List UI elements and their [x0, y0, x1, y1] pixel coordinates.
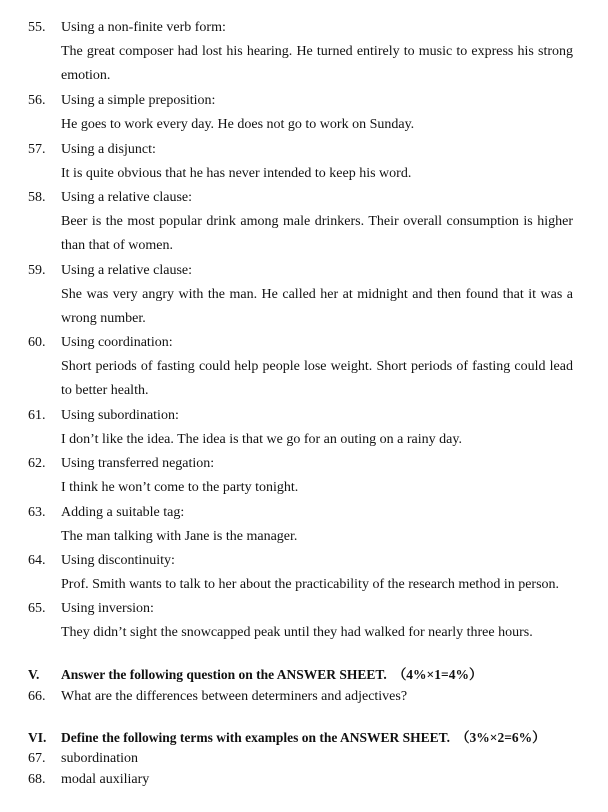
question-text: modal auxiliary [61, 772, 150, 787]
question-text: What are the differences between determiners and adjectives? [61, 689, 408, 704]
item-number: 60. [28, 335, 46, 350]
item-instruction: Using transferred negation: [61, 456, 215, 471]
section-instruction: Define the following terms with examples on the ANSWER SHEET. [61, 730, 451, 745]
section-marks: （4%×1=4%） [392, 667, 483, 682]
item-sentence: It is quite obvious that he has never intended to keep his word. [61, 166, 412, 181]
item-sentence: He goes to work every day. He does not go to work on Sunday. [61, 117, 415, 132]
item-instruction: Using coordination: [61, 335, 173, 350]
question-68 [28, 769, 149, 791]
item-number: 62. [28, 456, 46, 471]
item-sentence: She was very angry with the man. He called her at midnight and then found that it was a wrong number. [61, 287, 573, 326]
question-67 [28, 748, 138, 770]
section-marks: （3%×2=6%） [456, 730, 546, 745]
question-number: 68. [28, 772, 46, 787]
question-number: 67. [28, 751, 46, 766]
item-sentence: They didn’t sight the snowcapped peak until they had walked for nearly three hours. [61, 625, 533, 640]
item-number: 58. [28, 190, 46, 205]
item-number: 55. [28, 20, 46, 35]
item-sentence: Prof. Smith wants to talk to her about the practicability of the research method in person. [61, 577, 560, 592]
item-number: 56. [28, 93, 46, 108]
item-instruction: Using a relative clause: [61, 263, 193, 278]
item-instruction: Using inversion: [61, 601, 154, 616]
question-text: subordination [61, 751, 138, 766]
item-sentence: The great composer had lost his hearing. He turned entirely to music to express his strong emotion. [61, 44, 573, 83]
item-sentence: The man talking with Jane is the manager. [61, 529, 298, 544]
section-roman-numeral: VI. [28, 730, 47, 745]
item-instruction: Adding a suitable tag: [61, 505, 185, 520]
item-instruction: Using a relative clause: [61, 190, 193, 205]
section-roman-numeral: V. [28, 667, 40, 682]
section-vi-heading [28, 727, 546, 749]
item-instruction: Using a simple preposition: [61, 93, 216, 108]
item-number: 63. [28, 505, 46, 520]
item-number: 59. [28, 263, 46, 278]
item-sentence: Short periods of fasting could help people lose weight. Short periods of fasting could lead to better health. [61, 359, 573, 398]
item-number: 65. [28, 601, 46, 616]
section-instruction: Answer the following question on the ANSWER SHEET. [61, 667, 387, 682]
question-66 [28, 686, 407, 708]
item-instruction: Using discontinuity: [61, 553, 175, 568]
section-v-heading [28, 664, 482, 686]
item-number: 57. [28, 142, 46, 157]
item-instruction: Using a non-finite verb form: [61, 20, 226, 35]
question-number: 66. [28, 689, 46, 704]
item-number: 64. [28, 553, 46, 568]
item-sentence: Beer is the most popular drink among male drinkers. Their overall consumption is higher than that of women. [61, 214, 573, 253]
item-sentence: I don’t like the idea. The idea is that we go for an outing on a rainy day. [61, 432, 462, 447]
item-instruction: Using subordination: [61, 408, 179, 423]
item-number: 61. [28, 408, 46, 423]
item-sentence: I think he won’t come to the party tonight. [61, 480, 299, 495]
item-instruction: Using a disjunct: [61, 142, 156, 157]
